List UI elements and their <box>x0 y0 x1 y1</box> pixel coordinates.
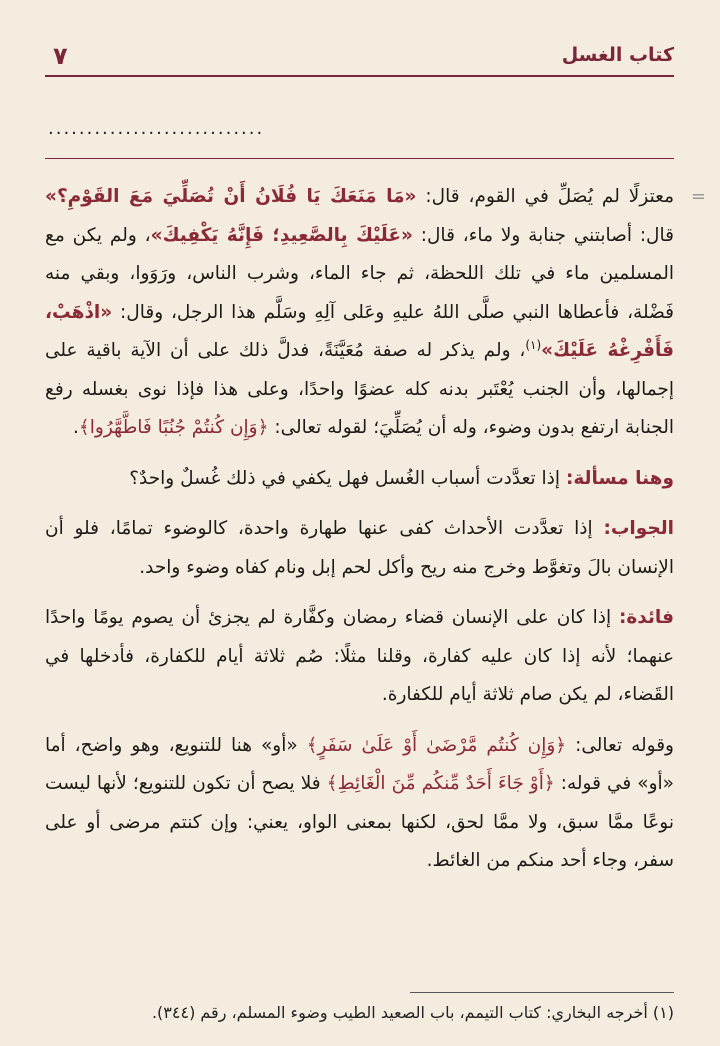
hadith-quote: «مَا مَنَعَكَ يَا فُلَانُ أَنْ تُصَلِّيَ مَعَ القَوْمِ؟» <box>45 186 417 207</box>
chapter-title: كتاب الغسل <box>561 44 674 66</box>
text-span: إذا تعدَّدت الأحداث كفى عنها طهارة واحدة، كالوضوء تمامًا، فلو أن الإنسان بالَ وتغوَّط وخرج منه ريح وأكل لحم إبل ونام كفاه وضوء واحد. <box>45 518 674 578</box>
quran-verse: ﴿وَإِن كُنتُم مَّرْضَىٰ أَوْ عَلَىٰ سَفَرٍ﴾ <box>306 734 567 756</box>
text-span: وقوله تعالى: <box>566 734 674 756</box>
answer-label: الجواب: <box>603 518 674 539</box>
text-span: ، ولم يذكر له صفة مُعَيَّنَةً، فدلَّ ذلك على أن الآية باقية على إجمالها، وأن الجنب يُعْتَبر بدنه كله عضوًا واحدًا، وعلى هذا فإذا نوى بغسله رفع الجنابة ارتفع بدون وضوء، وله أن يُصَلِّيَ؛ لقوله تعالى: <box>45 340 674 438</box>
text-span: إذا كان على الإنسان قضاء رمضان وكفَّارة لم يجزئ أن يصوم يومًا واحدًا عنهما؛ لأنه إذا كان عليه كفارة، وقلنا مثلًا: صُم ثلاثة أيام للكفارة، فأدخلها في القَضاء، لم يكن صام ثلاثة أيام للكفارة. <box>45 607 674 705</box>
hadith-quote: «عَلَيْكَ بِالصَّعِيدِ؛ فَإِنَّهُ يَكْفِيكَ» <box>150 224 413 246</box>
page-number: ٧ <box>53 42 68 70</box>
text-span: فلا يصح أن تكون للتنويع؛ لأنها ليست نوعًا ممَّا سبق، ولا ممَّا لحق، لكنها بمعنى الواو، يعني: وإن كنتم مرضى أو على سفر، وجاء أحد منكم من الغائط. <box>45 773 674 871</box>
quran-verse: ﴿أَوْ جَاءَ أَحَدٌ مِّنكُم مِّنَ الْغَائِطِ﴾ <box>326 773 555 794</box>
paragraph-5 <box>45 727 674 881</box>
text-span: معتزلًا لم يُصَلِّ في القوم، قال: <box>416 186 674 207</box>
paragraph-2 <box>45 460 674 499</box>
quran-verse: ﴿وَإِن كُنتُمْ جُنُبًا فَاطَّهَّرُوا﴾ <box>78 417 269 438</box>
text-span: «أو» هنا للتنويع، وهو واضح، أما «أو» في قوله: <box>45 734 674 794</box>
footnote: (١) أخرجه البخاري: كتاب التيمم، باب الصعيد الطيب وضوء المسلم، رقم (٣٤٤). <box>151 1003 674 1022</box>
text-span: قال: أصابتني جنابة ولا ماء، قال: <box>412 224 674 246</box>
page-header <box>45 42 674 72</box>
benefit-label: فائدة: <box>618 607 674 628</box>
text-span: . <box>73 417 79 438</box>
issue-label: وهنا مسألة: <box>565 467 674 489</box>
continuation-mark: = <box>690 186 706 207</box>
paragraph-1 <box>45 178 674 448</box>
hadith-quote: «اذْهَبْ، فَأَفْرِغْهُ عَلَيْكَ» <box>45 301 674 361</box>
section-rule <box>45 158 674 159</box>
omission-dots: ............................ <box>48 118 265 139</box>
footnote-ref[interactable]: (١) <box>525 337 542 352</box>
text-span: ، ولم يكن مع المسلمين ماء في تلك اللحظة، ثم جاء الماء، وشرب الناس، ورَوَوا، وبقي منه فَضْلة، فأعطاها النبي صلَّى اللهُ عليهِ وعَلى آلِهِ وسَلَّم هذا الرجل، وقال: <box>45 224 674 323</box>
footnote-rule <box>410 992 674 993</box>
main-text <box>45 178 674 893</box>
text-span: إذا تعدَّدت أسباب الغُسل فهل يكفي في ذلك غُسلٌ واحدٌ؟ <box>129 467 566 489</box>
header-rule <box>45 75 674 77</box>
paragraph-3 <box>45 510 674 587</box>
paragraph-4 <box>45 599 674 715</box>
